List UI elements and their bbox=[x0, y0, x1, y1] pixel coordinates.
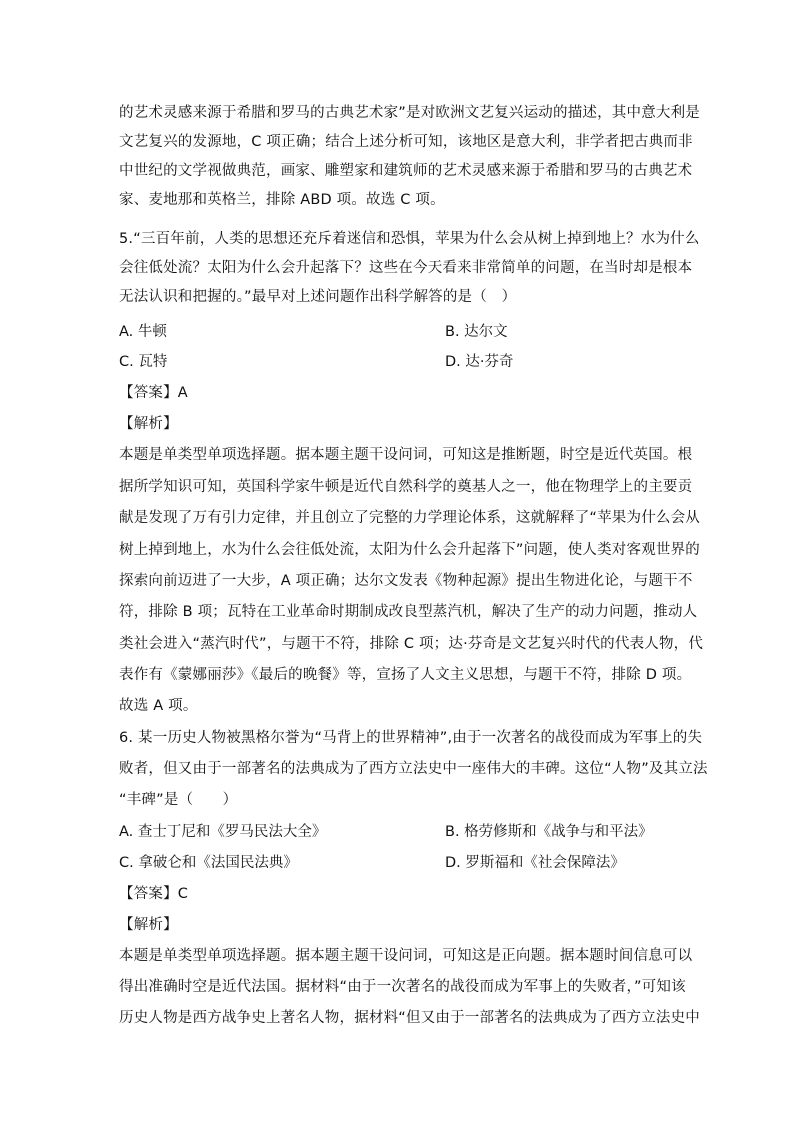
text-line: 家、麦地那和英格兰，排除 ABD 项。故选 C 项。 bbox=[119, 192, 445, 208]
q5-analysis-title: 【解析】 bbox=[119, 416, 178, 432]
question-5-stem: 会往低处流？太阳为什么会升起落下？这些在今天看来非常简单的问题，在当时却是根本 bbox=[119, 260, 693, 276]
question-6-stem: “丰碑”是（ ） bbox=[119, 792, 238, 808]
q6-answer: 【答案】C bbox=[119, 886, 189, 902]
question-5-stem: 5.“三百年前，人类的思想还充斥着迷信和恐惧，苹果为什么会从树上掉到地上？水为什么 bbox=[119, 231, 700, 247]
q5-analysis-line: 类社会进入“蒸汽时代”，与题干不符，排除 C 项；达·芬奇是文艺复兴时代的代表人物，代 bbox=[119, 636, 704, 652]
text-line: 的艺术灵感来源于希腊和罗马的古典艺术家”是对欧洲文艺复兴运动的描述，其中意大利是 bbox=[119, 105, 701, 121]
q5-analysis-line: 献是发现了万有引力定律，并且创立了完整的力学理论体系，这就解释了“苹果为什么会从 bbox=[119, 510, 701, 526]
q5-option-c: C. 瓦特 bbox=[119, 354, 168, 370]
q5-option-a: A. 牛顿 bbox=[119, 324, 167, 340]
question-6-stem: 6. 某一历史人物被黑格尔誉为“马背上的世界精神”,由于一次著名的战役而成为军事上的失 bbox=[119, 730, 703, 746]
text-line: 文艺复兴的发源地，C 项正确；结合上述分析可知，该地区是意大利，非学者把古典而非 bbox=[119, 134, 693, 150]
q6-option-d: D. 罗斯福和《社会保障法》 bbox=[445, 855, 625, 871]
q6-analysis-line: 历史人物是西方战争史上著名人物，据材料“但又由于一部著名的法典成为了西方立法史中 bbox=[119, 1010, 701, 1026]
text-line: 中世纪的文学视做典范，画家、雕塑家和建筑师的艺术灵感来源于希腊和罗马的古典艺术 bbox=[119, 163, 693, 179]
q6-option-c: C. 拿破仑和《法国民法典》 bbox=[119, 855, 298, 871]
q5-analysis-line: 据所学知识可知，英国科学家牛顿是近代自然科学的奠基人之一，他在物理学上的主要贡 bbox=[119, 479, 693, 495]
q6-analysis-line: 得出准确时空是近代法国。据材料“由于一次著名的战役而成为军事上的失败者，”可知该 bbox=[119, 979, 686, 995]
question-6-stem: 败者，但又由于一部著名的法典成为了西方立法史中一座伟大的丰碑。这位“人物”及其立法 bbox=[119, 761, 708, 777]
q5-analysis-line: 探索向前迈进了一大步，A 项正确；达尔文发表《物种起源》提出生物进化论，与题干不 bbox=[119, 573, 693, 589]
q6-option-b: B. 格劳修斯和《战争与和平法》 bbox=[445, 824, 653, 840]
q5-analysis-line: 本题是单类型单项选择题。据本题主题干设问词，可知这是推断题，时空是近代英国。根 bbox=[119, 447, 693, 463]
q5-analysis-line: 树上掉到地上，水为什么会往低处流，太阳为什么会升起落下”问题，使人类对客观世界的 bbox=[119, 542, 701, 558]
q5-analysis-line: 表作有《蒙娜丽莎》《最后的晚餐》等，宣扬了人文主义思想，与题干不符，排除 D 项。 bbox=[119, 667, 692, 683]
q5-option-b: B. 达尔文 bbox=[445, 324, 508, 340]
q5-analysis-line: 故选 A 项。 bbox=[119, 698, 198, 714]
q6-option-a: A. 查士丁尼和《罗马民法大全》 bbox=[119, 824, 327, 840]
q6-analysis-title: 【解析】 bbox=[119, 917, 178, 933]
q6-analysis-line: 本题是单类型单项选择题。据本题主题干设问词，可知这是正向题。据本题时间信息可以 bbox=[119, 948, 693, 964]
q5-option-d: D. 达·芬奇 bbox=[445, 354, 514, 370]
q5-answer: 【答案】A bbox=[119, 385, 188, 401]
question-5-stem: 无法认识和把握的。”最早对上述问题作出科学解答的是（ ） bbox=[119, 289, 517, 305]
q5-analysis-line: 符，排除 B 项；瓦特在工业革命时期制成改良型蒸汽机，解决了生产的动力问题，推动人 bbox=[119, 604, 698, 620]
